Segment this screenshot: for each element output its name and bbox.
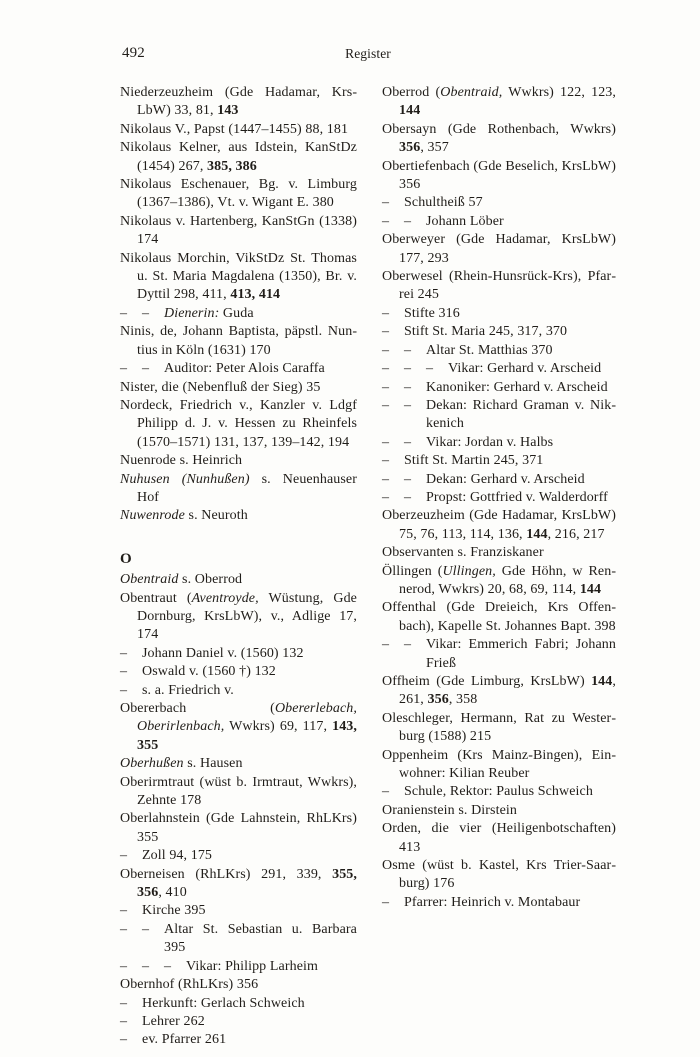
sub-entry-dash: – <box>404 342 412 358</box>
index-entry <box>382 121 616 158</box>
sub-entry-dash: – <box>120 921 128 937</box>
index-entry <box>120 682 357 700</box>
sub-entry-dash: – <box>382 894 390 910</box>
entry-text: Nister, die (Nebenfluß der Sieg) 35 <box>120 379 321 395</box>
index-entry <box>382 673 616 710</box>
sub-entry-dash: – <box>120 361 128 377</box>
entry-text: Nikolaus V., Papst (1447–1455) 88, 181 <box>120 121 349 137</box>
entry-text: , 410 <box>158 885 187 901</box>
entry-text: Observanten s. Franziskaner <box>382 545 544 561</box>
sub-entry-dash: – <box>382 637 390 653</box>
index-entry <box>120 139 357 176</box>
entry-text: Dekan: Gerhard v. Arscheid <box>426 471 585 487</box>
entry-text: Oranienstein s. Dirstein <box>382 802 517 818</box>
sub-entry-dash: – <box>382 453 390 469</box>
index-entry <box>120 810 357 847</box>
entry-text: Osme (wüst b. Kastel, Krs Trier-Saarburg) 176 <box>382 858 616 892</box>
index-entry <box>382 379 616 397</box>
entry-text: Pfarrer: Heinrich v. Montabaur <box>404 894 581 910</box>
index-entry <box>382 268 616 305</box>
entry-text: Offenthal (Gde Dreieich, Krs Offenbach), Kapelle St. Johannes Bapt. 398 <box>382 600 616 634</box>
sub-entry-dash: – <box>404 397 412 413</box>
sub-entry-dash: – <box>142 361 150 377</box>
index-entry <box>120 323 357 360</box>
index-entry <box>120 755 357 773</box>
index-entry <box>120 866 357 903</box>
sub-entry-dash: – <box>164 958 172 974</box>
index-entry <box>382 747 616 784</box>
index-entry <box>382 802 616 820</box>
entry-text: Niederzeuzheim (Gde Hadamar, KrsLbW) 33, 81, <box>120 85 357 119</box>
entry-text: , 358 <box>448 692 478 708</box>
entry-text: Nikolaus v. Hartenberg, KanStGn (1338) 174 <box>120 213 357 248</box>
entry-text: Schule, Rektor: Paulus Schweich <box>404 784 593 800</box>
index-entry <box>120 976 357 994</box>
entry-pageref-bold: 143, 355 <box>137 719 357 753</box>
entry-text: Vikar: Philipp Larheim <box>186 958 319 974</box>
sub-entry-dash: – <box>382 361 390 377</box>
entry-text: Obererbach ( <box>120 701 275 716</box>
index-entry <box>382 305 616 323</box>
sub-entry-dash: – <box>120 1013 128 1029</box>
index-entry <box>382 213 616 231</box>
index-entry <box>120 590 357 645</box>
page-content <box>120 44 616 1050</box>
index-entry <box>120 213 357 250</box>
index-entry <box>382 397 616 434</box>
entry-text: Lehrer 262 <box>142 1013 205 1029</box>
entry-text: Oberweyer (Gde Hadamar, KrsLbW) 177, 293 <box>382 232 616 266</box>
sub-entry-dash: – <box>404 637 412 653</box>
sub-entry-dash: – <box>382 489 390 505</box>
entry-text: Stift St. Maria 245, 317, 370 <box>404 324 568 340</box>
entry-text: Obentraut ( <box>120 590 192 606</box>
index-entry <box>382 563 616 600</box>
index-entry <box>382 158 616 195</box>
entry-text: Zoll 94, 175 <box>142 848 213 864</box>
entry-text-italic: Obentraid, <box>440 85 503 100</box>
index-entry <box>382 434 616 452</box>
entry-text: Vikar: Emmerich Fabri; Johann Frieß <box>426 637 616 671</box>
entry-text: Kirche 395 <box>142 903 206 919</box>
index-entry <box>120 471 357 508</box>
entry-text: Orden, die vier (Heiligenbotschaften) 413 <box>382 821 616 855</box>
entry-text: Oberirmtraut (wüst b. Irmtraut, Wwkrs), Zehnte 178 <box>120 774 357 809</box>
entry-text: Ninis, de, Johann Baptista, päpstl. Nuntius in Köln (1631) 170 <box>120 324 357 358</box>
entry-text: ev. Pfarrer 261 <box>142 1032 227 1048</box>
index-entry <box>382 342 616 360</box>
entry-text-italic: Obererlebach, Oberirlenbach, <box>137 701 357 735</box>
left-column <box>120 84 357 1050</box>
entry-text: Vikar: Jordan v. Halbs <box>426 434 554 450</box>
entry-text: Dekan: Richard Graman v. Nikkenich <box>426 397 616 432</box>
entry-text: Guda <box>219 305 254 321</box>
entry-pageref-bold: 356 <box>399 140 421 156</box>
entry-text: , 261, <box>399 674 616 708</box>
sub-entry-dash: – <box>120 664 128 680</box>
index-entry <box>382 507 616 544</box>
sub-entry-dash: – <box>426 361 434 377</box>
entry-text: s. Neuenhauser Hof <box>137 471 357 505</box>
index-entry <box>120 921 357 958</box>
index-entry <box>120 645 357 663</box>
index-entry <box>382 471 616 489</box>
sub-entry-dash: – <box>142 305 150 321</box>
index-entry <box>120 847 357 865</box>
index-entry <box>120 958 357 976</box>
sub-entry-dash: – <box>120 995 128 1011</box>
sub-entry-dash: – <box>142 958 150 974</box>
index-entry <box>120 700 357 755</box>
entry-pageref-bold: 143 <box>217 103 239 119</box>
index-entry <box>382 231 616 268</box>
index-entry <box>120 176 357 213</box>
sub-entry-dash: – <box>120 305 128 321</box>
entry-pageref-bold: 144 <box>579 581 602 597</box>
sub-entry-dash: – <box>120 645 128 661</box>
entry-text: Kanoniker: Gerhard v. Arscheid <box>426 379 608 395</box>
entry-text: Nikolaus Kelner, aus Idstein, KanStDz (1454) 267, <box>120 140 357 174</box>
entry-text: s. Hausen <box>183 756 243 772</box>
index-entry <box>120 379 357 397</box>
entry-pageref-bold: 144 <box>526 526 548 542</box>
sub-entry-dash: – <box>404 379 412 395</box>
index-entry <box>120 452 357 470</box>
index-entry <box>382 894 616 912</box>
sub-entry-dash: – <box>382 324 390 340</box>
entry-pageref-bold: 356 <box>427 692 449 708</box>
entry-text: Altar St. Matthias 370 <box>426 342 553 358</box>
entry-text: Vikar: Gerhard v. Arscheid <box>448 361 602 377</box>
index-entry <box>382 783 616 801</box>
entry-text: Oswald v. (1560 †) 132 <box>142 664 276 680</box>
page-number: 492 <box>122 45 145 61</box>
sub-entry-dash: – <box>404 361 412 377</box>
entry-text: Stift St. Martin 245, 371 <box>404 453 544 469</box>
right-column <box>382 84 616 912</box>
entry-text: Auditor: Peter Alois Caraffa <box>164 361 325 377</box>
sub-entry-dash: – <box>382 434 390 450</box>
sub-entry-dash: – <box>404 471 412 487</box>
sub-entry-dash: – <box>382 397 390 413</box>
entry-text: s. Oberrod <box>178 572 243 588</box>
index-entry <box>382 857 616 894</box>
index-entry <box>120 360 357 378</box>
index-entry <box>382 323 616 341</box>
sub-entry-dash: – <box>120 1032 128 1048</box>
entry-text: , 357 <box>420 140 449 156</box>
entry-pageref-bold: 385, 386 <box>207 158 257 174</box>
two-column-text <box>120 84 616 1050</box>
entry-text: Nordeck, Friedrich v., Kanzler v. Ldgf Philipp d. J. v. Hessen zu Rheinfels (1570–1571) 131, 137, 139–142, 194 <box>120 397 357 450</box>
sub-entry-dash: – <box>142 921 150 937</box>
sub-entry-dash: – <box>404 489 412 505</box>
entry-pageref-bold: 413, 414 <box>230 287 281 303</box>
index-entry <box>120 663 357 681</box>
index-entry <box>120 121 357 139</box>
index-entry <box>120 250 357 305</box>
entry-text-italic: Nuwenrode <box>120 508 185 524</box>
entry-text: Oppenheim (Krs Mainz-Bingen), Einwohner: Kilian Reuber <box>382 747 616 782</box>
sub-entry-dash: – <box>120 903 128 919</box>
sub-entry-dash: – <box>120 848 128 864</box>
index-entry <box>382 194 616 212</box>
page-header <box>120 44 616 64</box>
entry-text: Propst: Gottfried v. Walderdorff <box>426 489 608 505</box>
entry-text: Schultheiß 57 <box>404 195 483 211</box>
entry-text: Oberwesel (Rhein-Hunsrück-Krs), Pfarrei 245 <box>382 269 616 303</box>
index-entry <box>382 710 616 747</box>
index-entry <box>120 84 357 121</box>
entry-text-italic: Dienerin: <box>164 305 220 321</box>
entry-pageref-bold: 144 <box>399 103 421 119</box>
entry-text-italic: Obentraid <box>120 572 179 588</box>
sub-entry-dash: – <box>120 682 128 698</box>
entry-text: , 216, 217 <box>547 526 605 542</box>
index-entry <box>120 774 357 811</box>
sub-entry-dash: – <box>120 958 128 974</box>
index-entry <box>382 636 616 673</box>
index-entry <box>120 902 357 920</box>
index-entry <box>120 1031 357 1049</box>
index-entry <box>120 995 357 1013</box>
entry-text-italic: Oberhußen <box>120 756 184 772</box>
entry-text: Offheim (Gde Limburg, KrsLbW) <box>382 674 592 689</box>
sub-entry-dash: – <box>404 213 412 229</box>
sub-entry-dash: – <box>382 195 390 211</box>
entry-text: Öllingen ( <box>382 563 443 579</box>
entry-text: Oberrod ( <box>382 85 441 100</box>
entry-text: Altar St. Sebastian u. Barbara 395 <box>164 921 357 956</box>
sub-entry-dash: – <box>382 784 390 800</box>
entry-text-italic: Aventroyde, <box>191 590 259 606</box>
entry-text: Wüstung, Gde Dornburg, KrsLbW), v., Adlige 17, 174 <box>137 590 357 643</box>
entry-text-italic: Nuhusen (Nunhußen) <box>120 471 250 487</box>
entry-pageref-bold: 144 <box>591 674 613 689</box>
entry-text: Nikolaus Eschenauer, Bg. v. Limburg (1367–1386), Vt. v. Wigant E. 380 <box>120 177 357 211</box>
sub-entry-dash: – <box>382 471 390 487</box>
entry-text: Obernhof (RhLKrs) 356 <box>120 977 259 993</box>
entry-text: Wwkrs) 69, 117, <box>224 719 333 735</box>
index-entry <box>120 397 357 452</box>
entry-text: Johann Löber <box>426 213 504 229</box>
entry-text: Stifte 316 <box>404 305 460 321</box>
entry-text: Obersayn (Gde Rothenbach, Wwkrs) <box>382 121 616 137</box>
index-entry <box>120 571 357 589</box>
entry-text-italic: Ullingen, <box>442 563 496 579</box>
entry-text: Wwkrs) 122, 123, <box>502 85 617 100</box>
index-entry <box>382 452 616 470</box>
index-entry <box>382 489 616 507</box>
entry-text: s. a. Friedrich v. <box>142 682 234 698</box>
entry-text: Oberneisen (RhLKrs) 291, 339, <box>120 866 333 882</box>
index-entry <box>120 305 357 323</box>
index-entry <box>382 360 616 378</box>
index-entry <box>382 599 616 636</box>
section-heading: O <box>120 550 132 567</box>
index-entry <box>120 507 357 525</box>
sub-entry-dash: – <box>382 305 390 321</box>
index-entry <box>382 820 616 857</box>
index-entry <box>120 1013 357 1031</box>
entry-text: Nikolaus Morchin, VikStDz St. Thomas u. St. Maria Magdalena (1350), Br. v. Dyttil 298, 411, <box>120 250 357 303</box>
entry-text: Oleschleger, Hermann, Rat zu Westerburg (1588) 215 <box>382 710 616 745</box>
sub-entry-dash: – <box>382 379 390 395</box>
index-entry <box>382 84 616 121</box>
running-title: Register <box>345 46 391 61</box>
sub-entry-dash: – <box>382 342 390 358</box>
entry-text: s. Neuroth <box>184 508 248 524</box>
sub-entry-dash: – <box>382 213 390 229</box>
entry-text: Obertiefenbach (Gde Beselich, KrsLbW) 356 <box>382 158 616 193</box>
entry-pageref-bold: 355, 356 <box>137 866 357 901</box>
entry-text: Johann Daniel v. (1560) 132 <box>142 645 304 661</box>
index-entry <box>382 544 616 562</box>
entry-text: Herkunft: Gerlach Schweich <box>142 995 305 1011</box>
entry-text: Oberzeuzheim (Gde Hadamar, KrsLbW) 75, 76, 113, 114, 136, <box>382 508 616 542</box>
entry-text: Nuenrode s. Heinrich <box>120 453 243 469</box>
sub-entry-dash: – <box>404 434 412 450</box>
entry-text: Oberlahnstein (Gde Lahnstein, RhLKrs) 355 <box>120 811 357 845</box>
entry-text: Gde Höhn, w Rennerod, Wwkrs) 20, 68, 69, 114, <box>399 563 616 597</box>
